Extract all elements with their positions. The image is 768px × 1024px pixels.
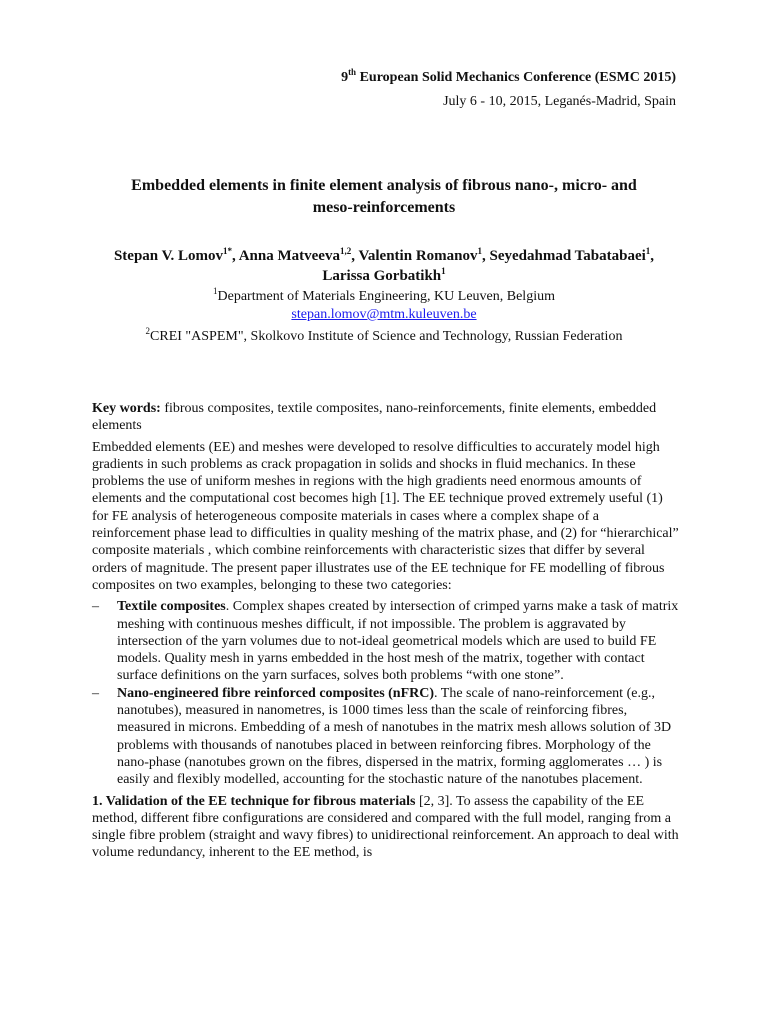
dash-bullet: – xyxy=(92,599,99,615)
list-item: – Nano-engineered fibre reinforced composites (nFRC). The scale of nano-reinforcement (e.g., nanotubes), measured in nanometres, is 1000 times less than the scale of reinforcing fibres, measured in microns. Embedding of a mesh of nanotubes in the matrix mesh allows solution of 3D problems with thousands of nanotubes placed in between reinforcing fibres. Morphology of the nano-phase (nanotubes grown on the fibres, dispersed in the matrix, forming agglomerates … ) is easily and flexibly modelled, accounting for the stochastic nature of the nanotubes placement. xyxy=(92,685,672,788)
intro-paragraph: Embedded elements (EE) and meshes were developed to resolve difficulties to accurately model high gradients in such problems as crack propagation in solids and shocks in fluid mechanics. In these problems the use of uniform meshes in regions with the high gradients need enormous amounts of elements and the computational cost becomes high [1]. The EE technique proved extremely useful (1) for FE analysis of heterogeneous composite materials in cases where a complex shape of a reinforcement phase lead to difficulties in quality meshing of the matrix phase, and (2) for “hierarchical” composite materials , which combine reinforcements with characteristic sizes that differ by several orders of magnitude. The present paper illustrates use of the EE technique for FE modelling of fibrous composites on two examples, belonging to these two categories: xyxy=(92,439,679,593)
author: Anna Matveeva$^{1,2}$, xyxy=(238,246,359,264)
paper-title xyxy=(90,175,678,219)
author-list xyxy=(90,246,678,286)
affiliation-2: $^2$CREI "ASPEM", Skolkovo Institute of Science and Technology, Russian Federation xyxy=(145,326,623,344)
section-1-heading: 1. Validation of the EE technique for fibrous materials xyxy=(92,793,416,809)
paper-body xyxy=(92,400,680,866)
keywords-text: fibrous composites, textile composites, nano-reinforcements, finite elements, embedded elements xyxy=(92,401,657,434)
keywords-label: Key words: xyxy=(92,401,161,416)
conference-name: 9th European Solid Mechanics Conference (ESMC 2015) xyxy=(341,67,676,85)
paper-title-line-2: meso-reinforcements xyxy=(312,199,456,216)
author: Seyedahmad Tabatabaei$^1$, xyxy=(489,246,655,264)
dash-bullet: – xyxy=(92,685,99,701)
section-1-paragraph: 1. Validation of the EE technique for fibrous materials [2, 3]. To assess the capability of the EE method, different fibre configurations are considered and compared with the full model, ranging from a single fibre problem (straight and wavy fibres) to unidirectional reinforcement. An approach to deal with volume redundancy, inherent to the EE method, is xyxy=(92,793,679,861)
affiliation-1-text: $^1$Department of Materials Engineering, KU Leuven, Belgium xyxy=(213,286,555,304)
conference-date-place: July 6 - 10, 2015, Leganés-Madrid, Spain xyxy=(443,94,676,109)
keywords xyxy=(92,400,680,435)
author: Valentin Romanov$^1$, xyxy=(358,246,490,264)
conference-header xyxy=(341,66,676,114)
author: Larissa Gorbatikh$^1$ xyxy=(322,266,446,284)
author-email-link[interactable]: stepan.lomov@mtm.kuleuven.be xyxy=(291,307,477,322)
paper-title-line-1: Embedded elements in finite element analysis of fibrous nano-, micro- and xyxy=(131,177,637,194)
affiliation-1 xyxy=(90,288,678,324)
list-item: – Textile composites. Complex shapes created by intersection of crimped yarns make a task of matrix meshing with continuous meshes difficult, if not impossible. The problem is aggravated by intersection of the yarn volumes due to not-ideal geometrical models which are used to build FE models. Quality mesh in yarns embedded in the host mesh of the matrix, together with contact surface definitions on the yarn surfaces, solves both problems “with one stone”. xyxy=(92,599,679,684)
category-list xyxy=(92,598,680,788)
author: Stepan V. Lomov$^{1*}$, xyxy=(113,246,239,264)
